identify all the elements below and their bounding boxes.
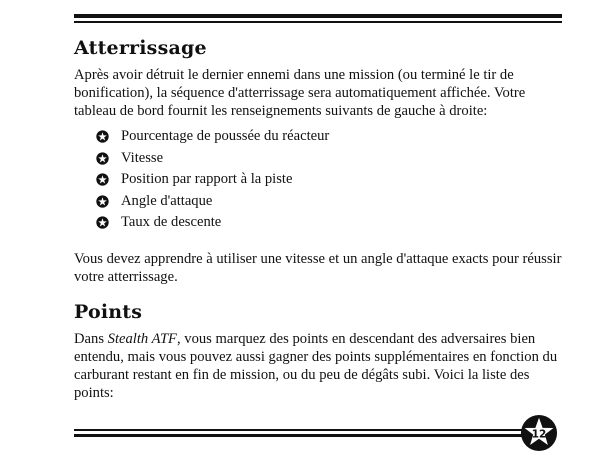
star-bullet-icon	[96, 195, 109, 208]
bottom-rule	[74, 429, 522, 437]
list-item-label: Position par rapport à la piste	[121, 171, 293, 187]
section-heading-points: Points	[74, 300, 143, 323]
star-bullet-icon	[96, 152, 109, 165]
star-bullet-icon	[96, 130, 109, 143]
instrument-list	[96, 126, 562, 234]
game-title: Stealth ATF	[107, 330, 177, 347]
outro-paragraph: Vous devez apprendre à utiliser une vitesse et un angle d'attaque exacts pour réussir votre atterrissage.	[74, 250, 562, 285]
list-item-label: Vitesse	[121, 149, 164, 166]
star-bullet-icon	[96, 173, 109, 186]
star-bullet-icon	[96, 216, 109, 229]
list-item	[96, 191, 562, 213]
list-item	[96, 212, 562, 234]
star-badge-icon	[520, 414, 558, 452]
list-item-label: Taux de descente	[121, 214, 222, 230]
section-heading-atterrissage: Atterrissage	[74, 37, 207, 59]
list-item-label: Angle d'attaque	[121, 192, 213, 209]
points-paragraph	[74, 330, 562, 402]
page-content	[74, 36, 562, 402]
list-item-label: Pourcentage de poussée du réacteur	[121, 128, 330, 144]
intro-paragraph: Après avoir détruit le dernier ennemi dans une mission (ou terminé le tir de bonification), la séquence d'atterrissage sera automatiquement affichée. Votre tableau de bord fournit les renseignements suivants de gauche à droite:	[74, 67, 526, 119]
list-item	[96, 126, 562, 148]
list-item	[96, 169, 562, 191]
list-item	[96, 148, 562, 170]
top-rule	[74, 14, 562, 23]
page-number: 12	[531, 428, 547, 441]
points-lead: Dans	[74, 330, 108, 347]
points-body: , vous marquez des points en descendant des adversaires bien entendu, mais vous pouvez aussi gagner des points supplémentaires en fonction du carburant restant en fin de mission, ou du peu de dégâts subi. Voici la liste des points:	[74, 330, 558, 401]
